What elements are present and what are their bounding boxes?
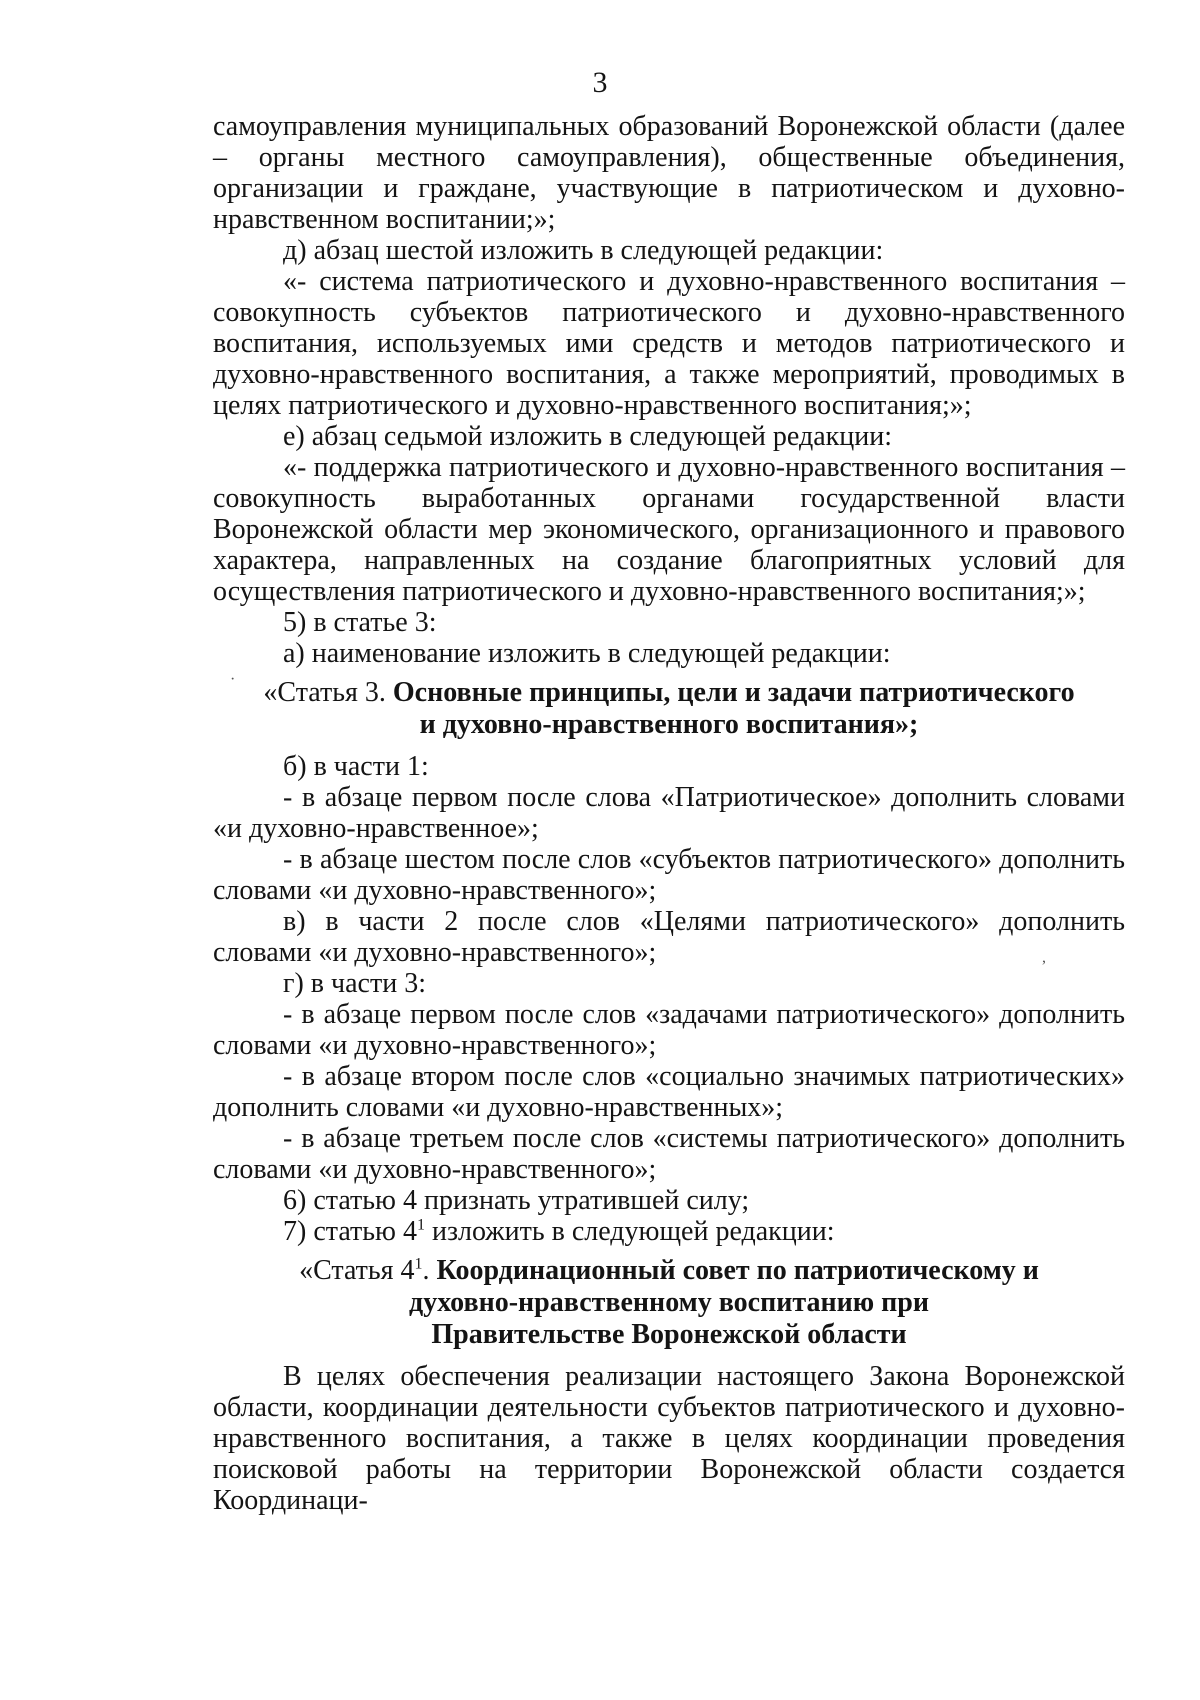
paragraph: - в абзаце втором после слов «социально значимых патриотических» дополнить словами «и духовно-нравственных»; [213, 1061, 1125, 1123]
paragraph: д) абзац шестой изложить в следующей редакции: [283, 235, 884, 266]
scan-tick-mark: , [1042, 949, 1046, 966]
article-3-title-line-1: Основные принципы, цели и задачи патриотического [392, 677, 1075, 708]
paragraph: а) наименование изложить в следующей редакции: [283, 638, 891, 669]
paragraph: - в абзаце третьем после слов «системы патриотического» дополнить словами «и духовно-нравственного»; [213, 1123, 1125, 1185]
paragraph-group-b [213, 751, 1125, 1247]
article-4-1-title-line-3: Правительстве Воронежской области [431, 1319, 907, 1350]
paragraph: 5) в статье 3: [283, 607, 437, 638]
item-7-superscript: 1 [416, 1216, 425, 1234]
item-7-text-after: изложить в следующей редакции: [424, 1216, 835, 1247]
article-4-1-dot: . [422, 1255, 430, 1286]
page-number: 3 [592, 66, 608, 99]
paragraph: «- поддержка патриотического и духовно-нравственного воспитания – совокупность выработанных органами государственной власти Воронежской области мер экономического, организационного и правового характера, направленных на создание благоприятных условий для осуществления патриотического и духовно-нравственного воспитания;»; [213, 452, 1125, 607]
paragraph: - в абзаце шестом после слов «субъектов патриотического» дополнить словами «и духовно-нравственного»; [213, 844, 1125, 906]
paragraph: самоуправления муниципальных образований Воронежской области (далее – органы местного самоуправления), общественные объединения, организации и граждане, участвующие в патриотическом и духовно-нравственном воспитании;»; [213, 111, 1125, 235]
article-3-heading [213, 677, 1125, 741]
article-4-1-title-line-1: Координационный совет по патриотическому и [436, 1255, 1039, 1286]
paragraph: е) абзац седьмой изложить в следующей редакции: [283, 421, 892, 452]
scan-speck-mark: · [230, 671, 236, 688]
paragraph: «- система патриотического и духовно-нравственного воспитания – совокупность субъектов патриотического и духовно-нравственного воспитания, используемых ими средств и методов патриотического и духовно-нравственного воспитания, а также мероприятий, проводимых в целях патриотического и духовно-нравственного воспитания;»; [213, 266, 1125, 421]
article-4-1-label: «Статья 4 [299, 1255, 415, 1286]
article-3-title-line-2: и духовно-нравственного воспитания»; [419, 709, 919, 740]
document-body [213, 111, 1125, 1516]
paragraph: в) в части 2 после слов «Целями патриотического» дополнить словами «и духовно-нравственного»; [213, 906, 1125, 968]
article-4-1-superscript: 1 [414, 1255, 423, 1273]
paragraph: б) в части 1: [283, 751, 429, 782]
paragraph: - в абзаце первом после слова «Патриотическое» дополнить словами «и духовно-нравственное»; [213, 782, 1125, 844]
paragraph-item-7 [213, 1216, 1125, 1247]
article-4-1-heading [213, 1255, 1125, 1351]
paragraph: г) в части 3: [283, 968, 426, 999]
paragraph: - в абзаце первом после слов «задачами патриотического» дополнить словами «и духовно-нравственного»; [213, 999, 1125, 1061]
article-4-1-title-line-2: духовно-нравственному воспитанию при [409, 1287, 929, 1318]
paragraph: 6) статью 4 признать утратившей силу; [283, 1185, 750, 1216]
article-3-label: «Статья 3. [263, 677, 386, 708]
item-7-text-before: 7) статью 4 [283, 1216, 417, 1247]
paragraph-group-a [213, 111, 1125, 669]
paragraph-final: В целях обеспечения реализации настоящего Закона Воронежской области, координации деятельности субъектов патриотического и духовно-нравственного воспитания, а также в целях координации проведения поисковой работы на территории Воронежской области создается Координаци- [213, 1361, 1125, 1516]
